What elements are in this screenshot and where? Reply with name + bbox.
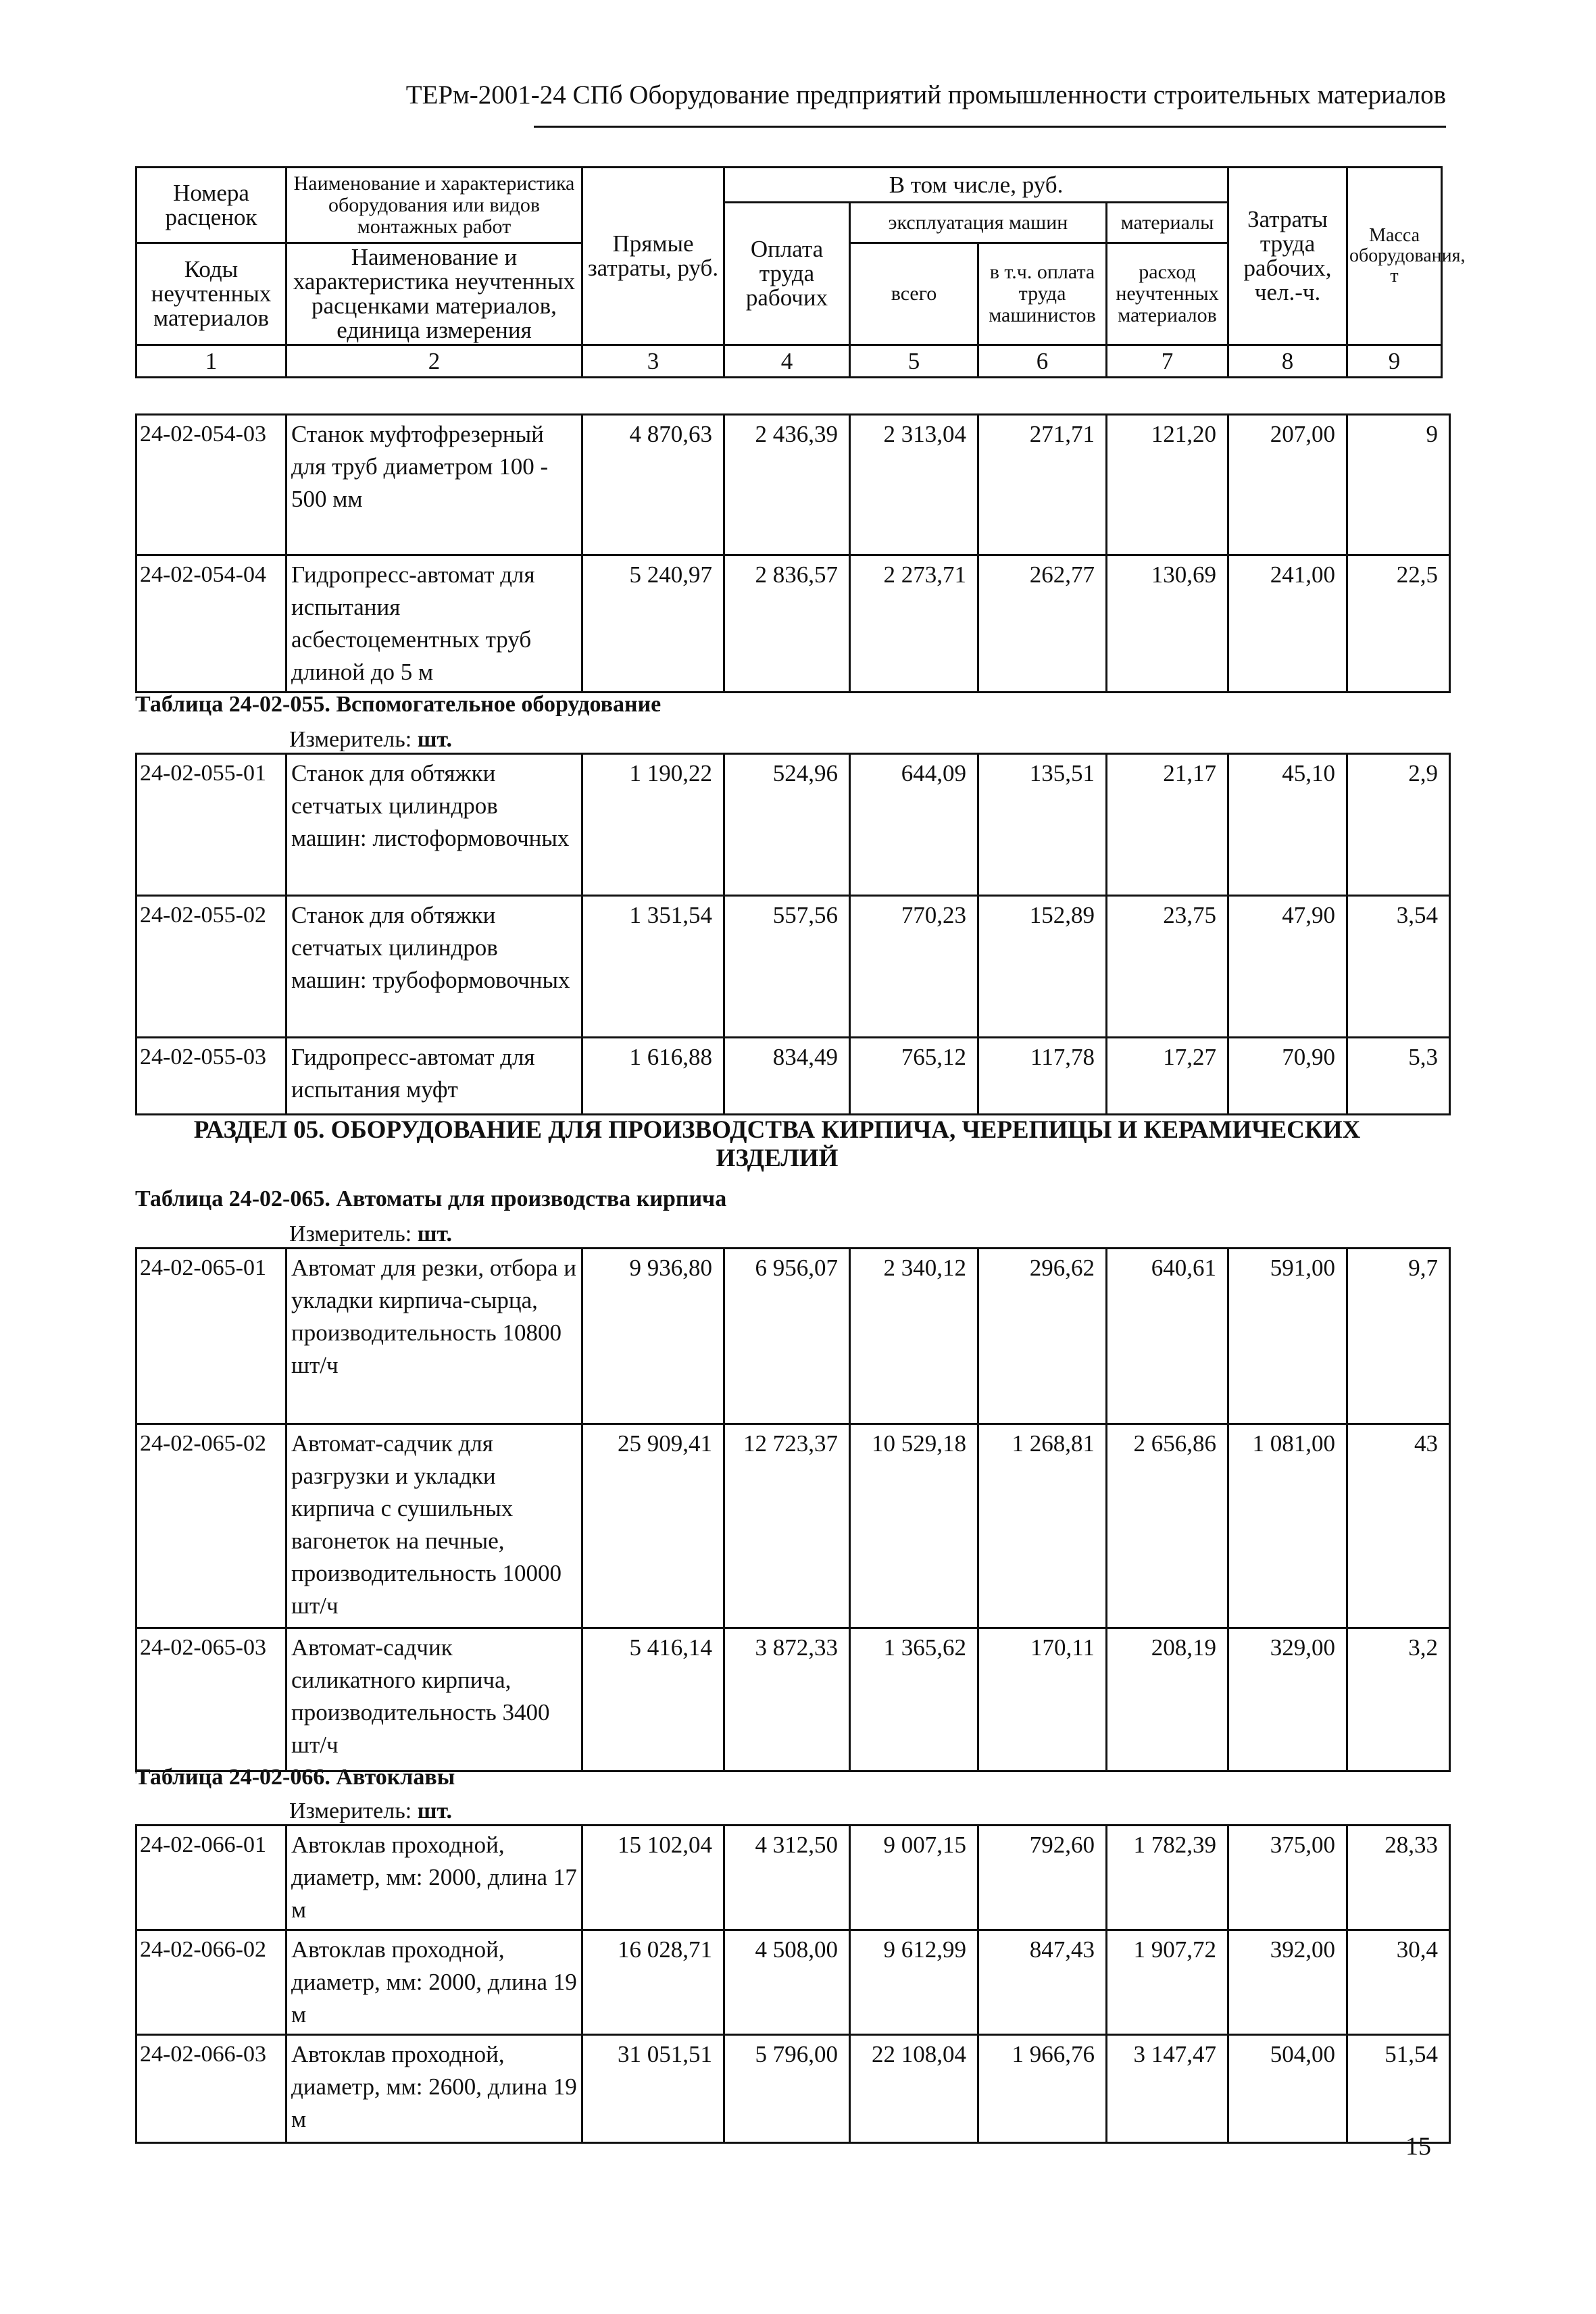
column-number: 4 — [724, 345, 850, 378]
table-row — [136, 1424, 1450, 1628]
equipment-name: Автомат-садчик силикатного кирпича, производительность 3400 шт/ч — [286, 1628, 582, 1771]
direct-costs: 16 028,71 — [582, 1930, 724, 2035]
machinist-pay: 135,51 — [978, 754, 1107, 896]
equipment-name: Автоклав проходной, диаметр, мм: 2600, длина 19 м — [286, 2035, 582, 2143]
rate-code: 24-02-054-03 — [136, 415, 286, 555]
table-066-unit — [289, 1799, 452, 1824]
materials: 3 147,47 — [1107, 2035, 1228, 2143]
machine-total: 770,23 — [850, 896, 978, 1038]
equipment-name: Автоклав проходной, диаметр, мм: 2000, длина 17 м — [286, 1826, 582, 1930]
machinist-pay: 1 268,81 — [978, 1424, 1107, 1628]
mass: 3,2 — [1347, 1628, 1450, 1771]
equipment-name: Гидропресс-автомат для испытания асбестоцементных труб длиной до 5 м — [286, 555, 582, 693]
header-direct-costs: Прямые затраты, руб. — [582, 168, 724, 345]
labor: 591,00 — [1228, 1249, 1347, 1424]
direct-costs: 5 240,97 — [582, 555, 724, 693]
header-unaccounted-materials-name: Наименование и характеристика неучтенных расценками материалов, единица измерения — [286, 243, 582, 345]
table-066-caption: Таблица 24-02-066. Автоклавы — [135, 1765, 455, 1790]
unit-value: шт. — [417, 1222, 453, 1247]
rate-code: 24-02-054-04 — [136, 555, 286, 693]
column-number: 8 — [1228, 345, 1347, 378]
machine-total: 1 365,62 — [850, 1628, 978, 1771]
machinist-pay: 271,71 — [978, 415, 1107, 555]
table-row — [136, 896, 1450, 1038]
worker-pay: 524,96 — [724, 754, 850, 896]
labor: 70,90 — [1228, 1038, 1347, 1115]
machine-total: 2 273,71 — [850, 555, 978, 693]
machinist-pay: 262,77 — [978, 555, 1107, 693]
worker-pay: 4 312,50 — [724, 1826, 850, 1930]
labor: 392,00 — [1228, 1930, 1347, 2035]
direct-costs: 25 909,41 — [582, 1424, 724, 1628]
machine-total: 10 529,18 — [850, 1424, 978, 1628]
column-number: 1 — [136, 345, 286, 378]
labor: 375,00 — [1228, 1826, 1347, 1930]
header-unaccounted-materials-usage: расход неучтенных материалов — [1107, 243, 1228, 345]
direct-costs: 4 870,63 — [582, 415, 724, 555]
column-number: 3 — [582, 345, 724, 378]
header-total: всего — [850, 243, 978, 345]
worker-pay: 834,49 — [724, 1038, 850, 1115]
direct-costs: 1 351,54 — [582, 896, 724, 1038]
direct-costs: 9 936,80 — [582, 1249, 724, 1424]
table-row — [136, 1930, 1450, 2035]
labor: 504,00 — [1228, 2035, 1347, 2143]
equipment-name: Гидропресс-автомат для испытания муфт — [286, 1038, 582, 1115]
labor: 329,00 — [1228, 1628, 1347, 1771]
header-including: В том числе, руб. — [724, 168, 1228, 203]
mass: 43 — [1347, 1424, 1450, 1628]
mass: 9,7 — [1347, 1249, 1450, 1424]
header-labor-costs: Затраты труда рабочих, чел.-ч. — [1228, 168, 1347, 345]
worker-pay: 6 956,07 — [724, 1249, 850, 1424]
table-row — [136, 1628, 1450, 1771]
machine-total: 2 340,12 — [850, 1249, 978, 1424]
worker-pay: 3 872,33 — [724, 1628, 850, 1771]
materials: 121,20 — [1107, 415, 1228, 555]
table-055-caption: Таблица 24-02-055. Вспомогательное оборудование — [135, 692, 662, 717]
mass: 3,54 — [1347, 896, 1450, 1038]
unit-label: Измеритель: — [289, 727, 412, 752]
rate-code: 24-02-055-02 — [136, 896, 286, 1038]
machinist-pay: 847,43 — [978, 1930, 1107, 2035]
table-row — [136, 754, 1450, 896]
header-machinist-pay: в т.ч. оплата труда машинистов — [978, 243, 1107, 345]
materials: 2 656,86 — [1107, 1424, 1228, 1628]
equipment-name: Автомат-садчик для разгрузки и укладки кирпича с сушильных вагонеток на печные, производительность 10000 шт/ч — [286, 1424, 582, 1628]
page-number: 15 — [1405, 2132, 1431, 2161]
table-066-rows — [135, 1824, 1451, 2144]
rate-code: 24-02-066-01 — [136, 1826, 286, 1930]
mass: 2,9 — [1347, 754, 1450, 896]
unit-value: шт. — [417, 727, 453, 752]
header-machine-operation: эксплуатация машин — [850, 203, 1107, 243]
worker-pay: 4 508,00 — [724, 1930, 850, 2035]
column-number: 7 — [1107, 345, 1228, 378]
table-row — [136, 1249, 1450, 1424]
worker-pay: 12 723,37 — [724, 1424, 850, 1628]
worker-pay: 557,56 — [724, 896, 850, 1038]
column-number: 2 — [286, 345, 582, 378]
column-number: 6 — [978, 345, 1107, 378]
direct-costs: 1 190,22 — [582, 754, 724, 896]
machinist-pay: 792,60 — [978, 1826, 1107, 1930]
table-row — [136, 415, 1450, 555]
rate-code: 24-02-065-03 — [136, 1628, 286, 1771]
worker-pay: 2 436,39 — [724, 415, 850, 555]
table-055-rows — [135, 753, 1451, 1115]
labor: 1 081,00 — [1228, 1424, 1347, 1628]
equipment-name: Станок для обтяжки сетчатых цилиндров машин: листоформовочных — [286, 754, 582, 896]
column-number: 5 — [850, 345, 978, 378]
header-unaccounted-codes: Коды неучтенных материалов — [136, 243, 286, 345]
rate-code: 24-02-055-03 — [136, 1038, 286, 1115]
machine-total: 765,12 — [850, 1038, 978, 1115]
section-05-title: РАЗДЕЛ 05. ОБОРУДОВАНИЕ ДЛЯ ПРОИЗВОДСТВА КИРПИЧА, ЧЕРЕПИЦЫ И КЕРАМИЧЕСКИХ ИЗДЕЛИЙ — [193, 1116, 1361, 1172]
materials: 1 782,39 — [1107, 1826, 1228, 1930]
mass: 9 — [1347, 415, 1450, 555]
equipment-name: Станок для обтяжки сетчатых цилиндров машин: трубоформовочных — [286, 896, 582, 1038]
rate-code: 24-02-065-02 — [136, 1424, 286, 1628]
mass: 22,5 — [1347, 555, 1450, 693]
labor: 45,10 — [1228, 754, 1347, 896]
labor: 241,00 — [1228, 555, 1347, 693]
materials: 23,75 — [1107, 896, 1228, 1038]
rate-code: 24-02-066-02 — [136, 1930, 286, 2035]
direct-costs: 1 616,88 — [582, 1038, 724, 1115]
table-054-rows — [135, 413, 1451, 693]
unit-label: Измеритель: — [289, 1222, 412, 1247]
machinist-pay: 170,11 — [978, 1628, 1107, 1771]
equipment-name: Станок муфтофрезерный для труб диаметром 100 - 500 мм — [286, 415, 582, 555]
machine-total: 9 007,15 — [850, 1826, 978, 1930]
page-header-title: ТЕРм-2001-24 СПб Оборудование предприятий промышленности строительных материалов — [405, 80, 1446, 109]
header-equipment-name: Наименование и характеристика оборудования или видов монтажных работ — [286, 168, 582, 243]
materials: 130,69 — [1107, 555, 1228, 693]
materials: 21,17 — [1107, 754, 1228, 896]
machine-total: 22 108,04 — [850, 2035, 978, 2143]
materials: 208,19 — [1107, 1628, 1228, 1771]
equipment-name: Автомат для резки, отбора и укладки кирпича-сырца, производительность 10800 шт/ч — [286, 1249, 582, 1424]
table-065-unit — [289, 1222, 452, 1247]
machine-total: 9 612,99 — [850, 1930, 978, 2035]
machinist-pay: 152,89 — [978, 896, 1107, 1038]
worker-pay: 2 836,57 — [724, 555, 850, 693]
machinist-pay: 296,62 — [978, 1249, 1107, 1424]
labor: 47,90 — [1228, 896, 1347, 1038]
mass: 30,4 — [1347, 1930, 1450, 2035]
table-row — [136, 2035, 1450, 2143]
equipment-name: Автоклав проходной, диаметр, мм: 2000, длина 19 м — [286, 1930, 582, 2035]
table-row — [136, 555, 1450, 693]
header-equipment-mass: Масса оборудования, т — [1347, 168, 1442, 345]
worker-pay: 5 796,00 — [724, 2035, 850, 2143]
rate-code: 24-02-055-01 — [136, 754, 286, 896]
machine-total: 2 313,04 — [850, 415, 978, 555]
labor: 207,00 — [1228, 415, 1347, 555]
table-065-caption: Таблица 24-02-065. Автоматы для производства кирпича — [135, 1186, 727, 1211]
machinist-pay: 117,78 — [978, 1038, 1107, 1115]
mass: 51,54 — [1347, 2035, 1450, 2143]
materials: 640,61 — [1107, 1249, 1228, 1424]
table-065-rows — [135, 1247, 1451, 1772]
header-materials: материалы — [1107, 203, 1228, 243]
materials: 1 907,72 — [1107, 1930, 1228, 2035]
header-rate-numbers: Номера расценок — [136, 168, 286, 243]
column-number: 9 — [1347, 345, 1442, 378]
table-row — [136, 1826, 1450, 1930]
header-worker-pay: Оплата труда рабочих — [724, 203, 850, 345]
unit-value: шт. — [417, 1799, 453, 1823]
direct-costs: 5 416,14 — [582, 1628, 724, 1771]
column-header-table — [135, 166, 1466, 378]
rate-code: 24-02-065-01 — [136, 1249, 286, 1424]
mass: 5,3 — [1347, 1038, 1450, 1115]
unit-label: Измеритель: — [289, 1799, 412, 1823]
direct-costs: 31 051,51 — [582, 2035, 724, 2143]
page-header-rule — [534, 126, 1446, 128]
machinist-pay: 1 966,76 — [978, 2035, 1107, 2143]
table-055-unit — [289, 727, 452, 753]
rate-code: 24-02-066-03 — [136, 2035, 286, 2143]
materials: 17,27 — [1107, 1038, 1228, 1115]
direct-costs: 15 102,04 — [582, 1826, 724, 1930]
machine-total: 644,09 — [850, 754, 978, 896]
mass: 28,33 — [1347, 1826, 1450, 1930]
table-row — [136, 1038, 1450, 1115]
